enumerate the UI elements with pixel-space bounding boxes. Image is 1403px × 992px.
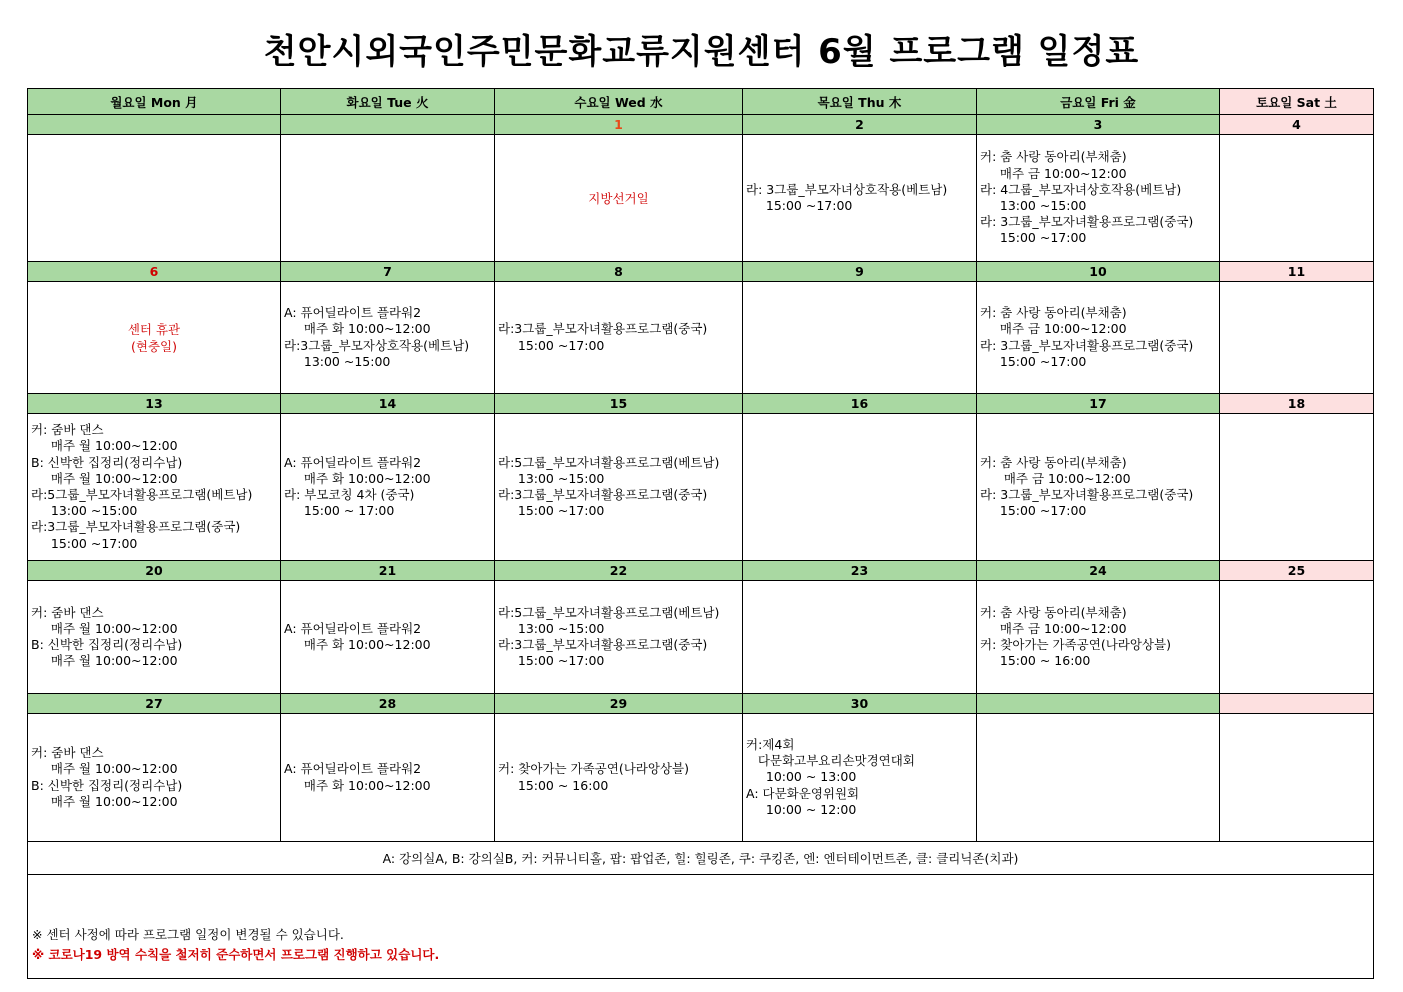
date-cell: 6 bbox=[28, 262, 281, 282]
date-cell: 1 bbox=[495, 115, 743, 135]
notes-cell bbox=[28, 875, 1374, 979]
date-row bbox=[28, 115, 1374, 135]
date-cell: 10 bbox=[977, 262, 1220, 282]
date-cell: 8 bbox=[495, 262, 743, 282]
event-cell bbox=[743, 714, 977, 842]
date-cell: 22 bbox=[495, 561, 743, 581]
date-cell: 27 bbox=[28, 694, 281, 714]
event-cell bbox=[495, 135, 743, 262]
event-text: 라:3그룹_부모자녀활용프로그램(중국) 15:00 ~17:00 bbox=[498, 321, 708, 353]
header-fri: 금요일 Fri 金 bbox=[977, 89, 1220, 115]
event-cell bbox=[281, 282, 495, 394]
room-legend: A: 강의실A, B: 강의실B, 커: 커뮤니티홀, 팝: 팝업존, 힐: 힐링존, 쿠: 쿠킹존, 엔: 엔터테이먼트존, 클: 클리닉존(치과) bbox=[28, 842, 1374, 875]
event-text: A: 퓨어딜라이트 플라워2 매주 화 10:00~12:00 bbox=[284, 620, 431, 652]
event-cell bbox=[28, 414, 281, 561]
event-cell bbox=[743, 414, 977, 561]
holiday-text: 센터 휴관 (현충일) bbox=[127, 321, 181, 354]
schedule-table bbox=[27, 88, 1374, 979]
event-cell bbox=[977, 714, 1220, 842]
event-cell bbox=[495, 581, 743, 694]
date-row bbox=[28, 262, 1374, 282]
holiday-text: 지방선거일 bbox=[588, 190, 649, 206]
event-row bbox=[28, 414, 1374, 561]
event-cell bbox=[1220, 414, 1374, 561]
event-cell bbox=[281, 414, 495, 561]
date-cell: 11 bbox=[1220, 262, 1374, 282]
event-cell bbox=[281, 714, 495, 842]
header-thu: 목요일 Thu 木 bbox=[743, 89, 977, 115]
event-text: 커: 춤 사랑 동아리(부채춤) 매주 금 10:00~12:00 라: 3그룹_부모자녀활용프로그램(중국) 15:00 ~17:00 bbox=[980, 454, 1194, 519]
event-cell bbox=[743, 581, 977, 694]
event-text: 라:5그룹_부모자녀활용프로그램(베트남) 13:00 ~15:00 라:3그룹_부모자녀활용프로그램(중국) 15:00 ~17:00 bbox=[498, 454, 720, 519]
date-cell: 9 bbox=[743, 262, 977, 282]
date-cell: 15 bbox=[495, 394, 743, 414]
event-cell bbox=[28, 135, 281, 262]
event-text: 커:제4회 다문화고부요리손맛경연대회 10:00 ~ 13:00 A: 다문화운영위원회 10:00 ~ 12:00 bbox=[746, 736, 915, 817]
room-legend-row bbox=[28, 842, 1374, 875]
notes-row bbox=[28, 875, 1374, 979]
event-cell bbox=[495, 414, 743, 561]
date-cell: 25 bbox=[1220, 561, 1374, 581]
date-cell bbox=[28, 115, 281, 135]
weekday-header-row bbox=[28, 89, 1374, 115]
covid-note: ※ 코로나19 방역 수칙을 철저히 준수하면서 프로그램 진행하고 있습니다. bbox=[32, 947, 440, 962]
date-cell: 20 bbox=[28, 561, 281, 581]
event-cell bbox=[28, 581, 281, 694]
date-cell: 28 bbox=[281, 694, 495, 714]
page-title: 천안시외국인주민문화교류지원센터 6월 프로그램 일정표 bbox=[263, 32, 1140, 72]
event-cell bbox=[281, 581, 495, 694]
event-cell bbox=[743, 135, 977, 262]
event-row bbox=[28, 282, 1374, 394]
event-text: A: 퓨어딜라이트 플라워2 매주 화 10:00~12:00 라:3그룹_부모자상호작용(베트남) 13:00 ~15:00 bbox=[284, 305, 470, 369]
date-cell: 13 bbox=[28, 394, 281, 414]
event-cell bbox=[1220, 581, 1374, 694]
event-text: 커: 춤 사랑 동아리(부채춤) 매주 금 10:00~12:00 커: 찾아가는 가족공연(나라앙상블) 15:00 ~ 16:00 bbox=[980, 604, 1171, 669]
event-text: 커: 줌바 댄스 매주 월 10:00~12:00 B: 신박한 집정리(정리수납) 매주 월 10:00~12:00 bbox=[31, 745, 183, 809]
date-cell: 4 bbox=[1220, 115, 1374, 135]
event-cell bbox=[977, 282, 1220, 394]
header-sat: 토요일 Sat 土 bbox=[1220, 89, 1374, 115]
date-cell: 7 bbox=[281, 262, 495, 282]
event-cell bbox=[1220, 135, 1374, 262]
date-cell: 24 bbox=[977, 561, 1220, 581]
event-cell bbox=[1220, 282, 1374, 394]
event-cell bbox=[495, 714, 743, 842]
date-row bbox=[28, 394, 1374, 414]
date-cell: 2 bbox=[743, 115, 977, 135]
date-row bbox=[28, 561, 1374, 581]
event-text: 커: 춤 사랑 동아리(부채춤) 매주 금 10:00~12:00 라: 3그룹_부모자녀활용프로그램(중국) 15:00 ~17:00 bbox=[980, 305, 1194, 369]
event-cell bbox=[977, 581, 1220, 694]
event-text: 커: 줌바 댄스 매주 월 10:00~12:00 B: 신박한 집정리(정리수납) 매주 월 10:00~12:00 라:5그룹_부모자녀활용프로그램(베트남) 13:00 ~15:00 라:3그룹_부모자녀활용프로그램(중국) 15:00 ~17:00 bbox=[31, 422, 253, 551]
header-mon: 월요일 Mon 月 bbox=[28, 89, 281, 115]
header-wed: 수요일 Wed 水 bbox=[495, 89, 743, 115]
event-cell bbox=[28, 714, 281, 842]
event-row bbox=[28, 581, 1374, 694]
date-cell: 30 bbox=[743, 694, 977, 714]
event-row bbox=[28, 135, 1374, 262]
event-text: 커: 찾아가는 가족공연(나라앙상블) 15:00 ~ 16:00 bbox=[498, 761, 689, 793]
date-cell: 23 bbox=[743, 561, 977, 581]
event-cell bbox=[1220, 714, 1374, 842]
event-text: 라: 3그룹_부모자녀상호작용(베트남) 15:00 ~17:00 bbox=[746, 181, 948, 213]
event-text: A: 퓨어딜라이트 플라워2 매주 화 10:00~12:00 bbox=[284, 761, 431, 793]
date-cell: 21 bbox=[281, 561, 495, 581]
date-cell: 3 bbox=[977, 115, 1220, 135]
event-text: 커: 줌바 댄스 매주 월 10:00~12:00 B: 신박한 집정리(정리수납) 매주 월 10:00~12:00 bbox=[31, 604, 183, 669]
schedule-change-note: ※ 센터 사정에 따라 프로그램 일정이 변경될 수 있습니다. bbox=[32, 927, 344, 942]
event-cell bbox=[28, 282, 281, 394]
event-cell bbox=[977, 414, 1220, 561]
event-cell bbox=[743, 282, 977, 394]
date-cell: 14 bbox=[281, 394, 495, 414]
event-text: 커: 춤 사랑 동아리(부채춤) 매주 금 10:00~12:00 라: 4그룹_부모자녀상호작용(베트남) 13:00 ~15:00 라: 3그룹_부모자녀활용프로그램(중국) 15:00 ~17:00 bbox=[980, 149, 1194, 246]
date-cell bbox=[281, 115, 495, 135]
event-text: 라:5그룹_부모자녀활용프로그램(베트남) 13:00 ~15:00 라:3그룹_부모자녀활용프로그램(중국) 15:00 ~17:00 bbox=[498, 604, 720, 669]
date-row bbox=[28, 694, 1374, 714]
event-cell bbox=[281, 135, 495, 262]
event-row bbox=[28, 714, 1374, 842]
header-tue: 화요일 Tue 火 bbox=[281, 89, 495, 115]
date-cell: 18 bbox=[1220, 394, 1374, 414]
date-cell: 16 bbox=[743, 394, 977, 414]
event-text: A: 퓨어딜라이트 플라워2 매주 화 10:00~12:00 라: 부모코칭 4차 (중국) 15:00 ~ 17:00 bbox=[284, 454, 431, 519]
date-cell: 29 bbox=[495, 694, 743, 714]
date-cell bbox=[1220, 694, 1374, 714]
date-cell: 17 bbox=[977, 394, 1220, 414]
event-cell bbox=[495, 282, 743, 394]
event-cell bbox=[977, 135, 1220, 262]
date-cell bbox=[977, 694, 1220, 714]
